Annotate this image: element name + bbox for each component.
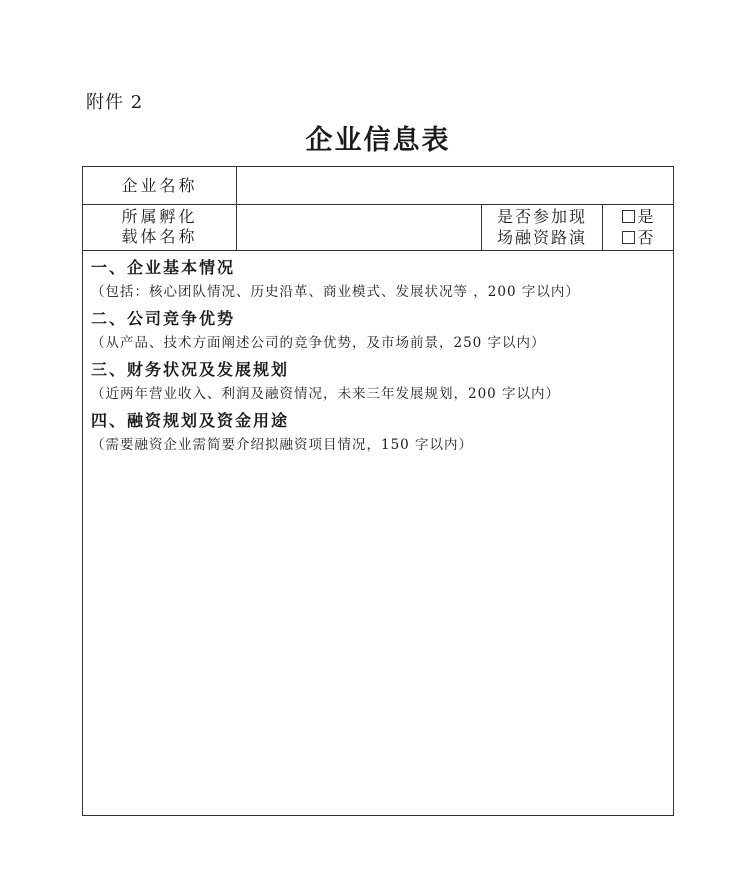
company-name-label xyxy=(83,167,237,204)
section-financial-plan xyxy=(91,358,666,406)
section-basic-info xyxy=(91,256,666,304)
incubator-name-field[interactable] xyxy=(237,204,481,250)
company-info-table xyxy=(82,166,674,816)
section-heading: 二、公司竞争优势 xyxy=(91,309,236,328)
section-competitive-advantage xyxy=(91,307,666,355)
checkbox-no-icon[interactable] xyxy=(622,231,635,244)
section-heading: 一、企业基本情况 xyxy=(91,258,236,277)
incubator-label-line2: 载体名称 xyxy=(121,227,198,246)
section-heading: 三、财务状况及发展规划 xyxy=(91,360,290,379)
company-name-row xyxy=(83,167,673,205)
roadshow-question-line2: 场融资路演 xyxy=(496,228,587,247)
section-financing-plan xyxy=(91,409,666,457)
checkbox-yes-icon[interactable] xyxy=(622,210,635,223)
roadshow-options xyxy=(603,204,673,250)
details-area[interactable] xyxy=(91,256,666,460)
option-yes[interactable] xyxy=(622,206,653,227)
option-no-label: 否 xyxy=(637,228,654,247)
option-yes-label: 是 xyxy=(637,207,654,226)
section-note: （包括：核心团队情况、历史沿革、商业模式、发展状况等 ，200 字以内） xyxy=(91,284,580,300)
section-note: （从产品、技术方面阐述公司的竞争优势，及市场前景，250 字以内） xyxy=(91,335,546,351)
roadshow-question-line1: 是否参加现 xyxy=(496,207,587,226)
incubator-label-line1: 所属孵化 xyxy=(121,207,198,226)
option-no[interactable] xyxy=(622,227,653,248)
section-heading: 四、融资规划及资金用途 xyxy=(91,411,290,430)
incubator-row xyxy=(83,204,673,251)
company-name-label-text: 企业名称 xyxy=(121,175,198,195)
roadshow-question xyxy=(481,204,603,250)
incubator-label xyxy=(83,204,237,250)
attachment-label: 附件 2 xyxy=(86,92,144,113)
section-note: （近两年营业收入、利润及融资情况，未来三年发展规划，200 字以内） xyxy=(91,386,561,402)
company-name-field[interactable] xyxy=(237,167,673,204)
page-title: 企业信息表 xyxy=(305,125,451,156)
section-note: （需要融资企业需简要介绍拟融资项目情况，150 字以内） xyxy=(91,437,474,453)
